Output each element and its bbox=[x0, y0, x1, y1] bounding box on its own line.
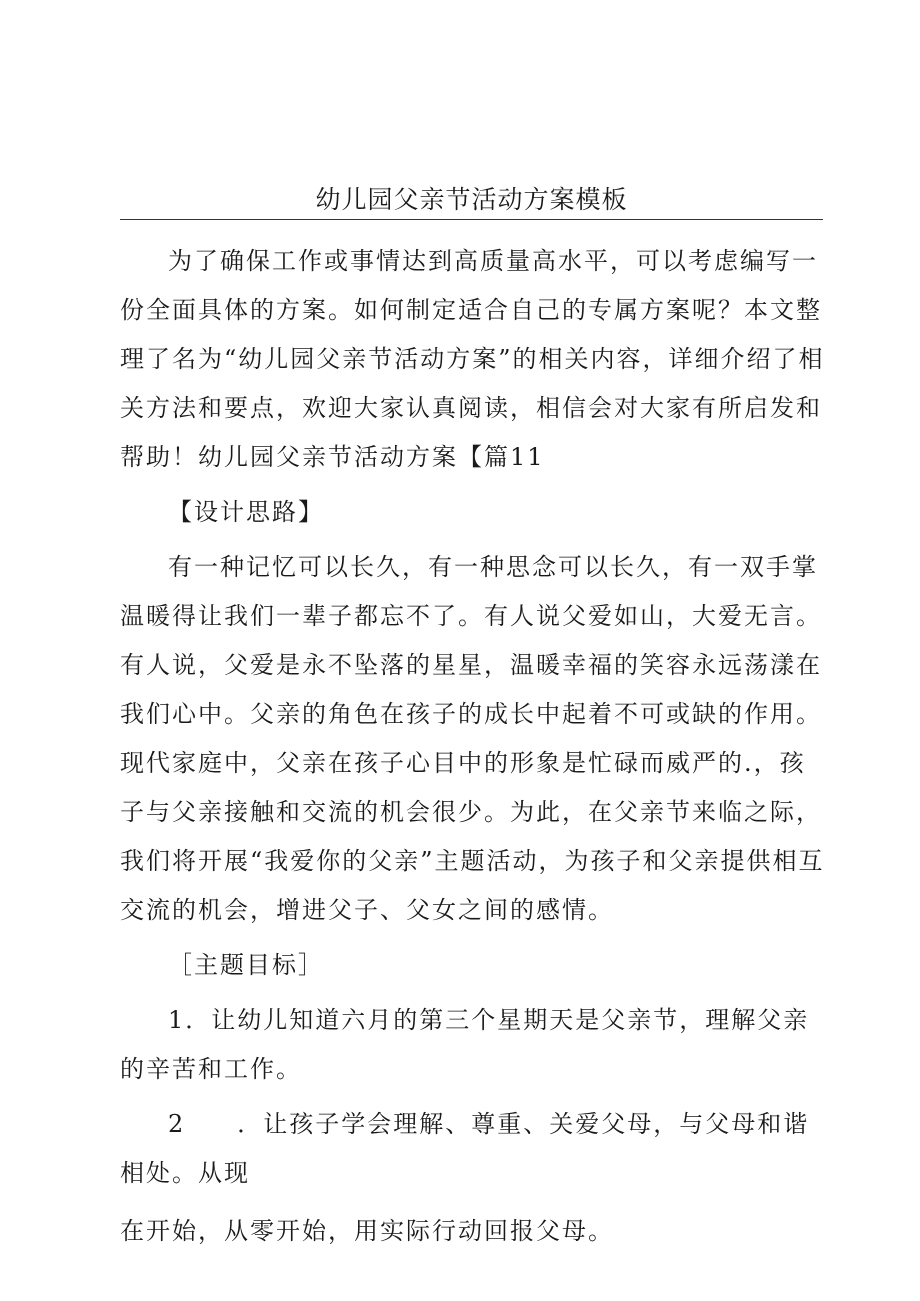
goal-item-2: 2 ．让孩子学会理解、尊重、关爱父母，与父母和谐相处。从现 bbox=[120, 1110, 810, 1187]
document-body bbox=[120, 237, 828, 1256]
section-heading-goals: ［主题目标］ bbox=[168, 951, 324, 979]
document-title: 幼儿园父亲节活动方案模板 bbox=[315, 185, 628, 214]
section-heading-design: 【设计思路】 bbox=[168, 498, 324, 526]
intro-paragraph: 为了确保工作或事情达到高质量高水平，可以考虑编写一份全面具体的方案。如何制定适合自己的专属方案呢？本文整理了名为“幼儿园父亲节活动方案”的相关内容，详细介绍了相关方法和要点，欢迎大家认真阅读，相信会对大家有所启发和帮助！幼儿园父亲节活动方案【篇11 bbox=[120, 247, 825, 471]
design-paragraph: 有一种记忆可以长久，有一种思念可以长久，有一双手掌温暖得让我们一辈子都忘不了。有人说父爱如山，大爱无言。有人说，父爱是永不坠落的星星，温暖幸福的笑容永远荡漾在我们心中。父亲的角色在孩子的成长中起着不可或缺的作用。现代家庭中，父亲在孩子心目中的形象是忙碌而威严的.，孩子与父亲接触和交流的机会很少。为此，在父亲节来临之际，我们将开展“我爱你的父亲”主题活动，为孩子和父亲提供相互交流的机会，增进父子、父女之间的感情。 bbox=[120, 553, 825, 924]
goal-item-2-continuation: 在开始，从零开始，用实际行动回报父母。 bbox=[120, 1217, 614, 1245]
title-underline bbox=[120, 219, 823, 220]
goal-item-1: 1．让幼儿知道六月的第三个星期天是父亲节，理解父亲的辛苦和工作。 bbox=[120, 1006, 810, 1083]
